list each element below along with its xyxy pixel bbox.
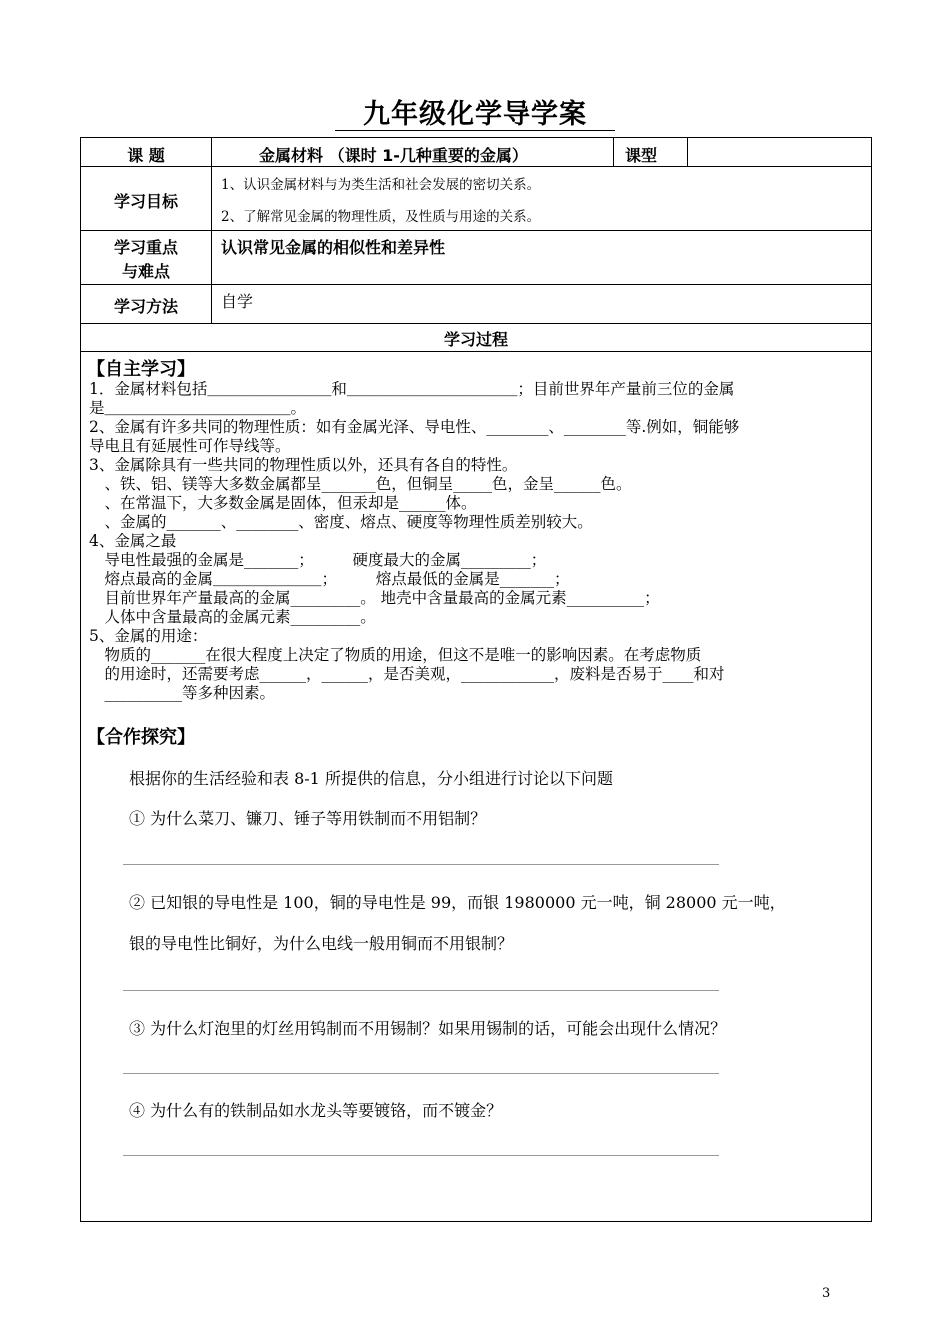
self-study-line: __________等多种因素。	[89, 684, 276, 702]
row-divider	[81, 230, 871, 231]
self-study-line: 熔点最高的金属＿＿＿＿＿＿＿； 熔点最低的金属是_______；	[89, 570, 570, 588]
coop-heading: 【合作探究】	[87, 727, 195, 748]
question-1: ① 为什么菜刀、镰刀、锤子等用铁制而不用铝制？	[129, 809, 487, 828]
answer-line[interactable]	[123, 864, 719, 865]
question-2-line-2: 银的导电性比铜好，为什么电线一般用铜而不用银制？	[129, 934, 514, 953]
question-4: ④ 为什么有的铁制品如水龙头等要镀铬，而不镀金？	[129, 1101, 503, 1120]
self-study-line: 导电性最强的金属是_______； 硬度最大的金属_________；	[89, 551, 547, 569]
row-divider	[81, 166, 871, 167]
self-study-line: 是＿＿＿＿＿＿＿＿＿＿＿＿。	[89, 399, 307, 417]
self-study-line: 3、金属除具有一些共同的物理性质以外，还具有各自的特性。	[89, 456, 518, 474]
document-title: 九年级化学导学案	[0, 92, 950, 131]
process-label: 学习过程	[443, 330, 508, 349]
self-study-line: 、在常温下，大多数金属是固体，但汞却是______体。	[89, 494, 477, 512]
self-study-line: 、铁、铝、镁等大多数金属都呈_______色，但铜呈_____色，金呈______色。	[89, 475, 632, 493]
answer-line[interactable]	[123, 1073, 719, 1074]
row-divider	[81, 284, 871, 285]
self-study-line: 人体中含量最高的金属元素_________。	[89, 608, 376, 626]
key-value: 认识常见金属的相似性和差异性	[221, 238, 446, 257]
column-divider	[613, 138, 614, 166]
self-study-line: 、金属的_______、________、密度、熔点、硬度等物理性质差别较大。	[89, 513, 593, 531]
row-divider	[81, 351, 871, 352]
self-study-line: 1．金属材料包括＿＿＿＿＿＿＿＿和＿＿＿＿＿＿＿＿＿＿＿；目前世界年产量前三位的金属	[89, 380, 735, 398]
coop-intro: 根据你的生活经验和表 8-1 所提供的信息，分小组进行讨论以下问题	[129, 769, 613, 788]
self-study-line: 2、金属有许多共同的物理性质：如有金属光泽、导电性、________、________等.例如，铜能够	[89, 418, 740, 436]
goal-item: 1、认识金属材料与为类生活和社会发展的密切关系。	[221, 177, 541, 193]
row-divider	[81, 323, 871, 324]
self-study-line: 目前世界年产量最高的金属_________。 地壳中含量最高的金属元素__________；	[89, 589, 660, 607]
method-label: 学习方法	[113, 297, 178, 316]
column-divider	[687, 138, 688, 166]
key-label-line-2: 与难点	[121, 262, 170, 281]
answer-line[interactable]	[123, 990, 719, 991]
lesson-plan-table	[80, 137, 872, 1222]
self-study-line: 物质的_______在很大程度上决定了物质的用途，但这不是唯一的影响因素。在考虑物质	[89, 646, 702, 664]
self-study-line: 5、金属的用途：	[89, 627, 208, 645]
topic-label: 课 题	[127, 146, 165, 165]
type-label: 课型	[625, 146, 658, 165]
question-3: ③ 为什么灯泡里的灯丝用钨制而不用锡制？如果用锡制的话，可能会出现什么情况？	[129, 1019, 727, 1038]
self-study-heading: 【自主学习】	[87, 359, 195, 380]
key-label-line-1: 学习重点	[113, 238, 178, 257]
question-2-line-1: ② 已知银的导电性是 100，铜的导电性是 99，而银 1980000 元一吨，铜 28000 元一吨，	[129, 893, 786, 912]
self-study-line: 的用途时，还需要考虑______，______，是否美观，____________，废料是否易于____和对	[89, 665, 725, 683]
column-divider	[211, 138, 212, 323]
method-value: 自学	[221, 292, 254, 311]
page-number: 3	[822, 1286, 831, 1301]
answer-line[interactable]	[123, 1155, 719, 1156]
self-study-line: 导电且有延展性可作导线等。	[89, 437, 291, 455]
topic-value: 金属材料 （课时 1-几种重要的金属）	[259, 146, 528, 165]
goal-item: 2、了解常见金属的物理性质，及性质与用途的关系。	[221, 209, 541, 225]
self-study-line: 4、金属之最	[89, 532, 177, 550]
goals-label: 学习目标	[113, 192, 178, 211]
